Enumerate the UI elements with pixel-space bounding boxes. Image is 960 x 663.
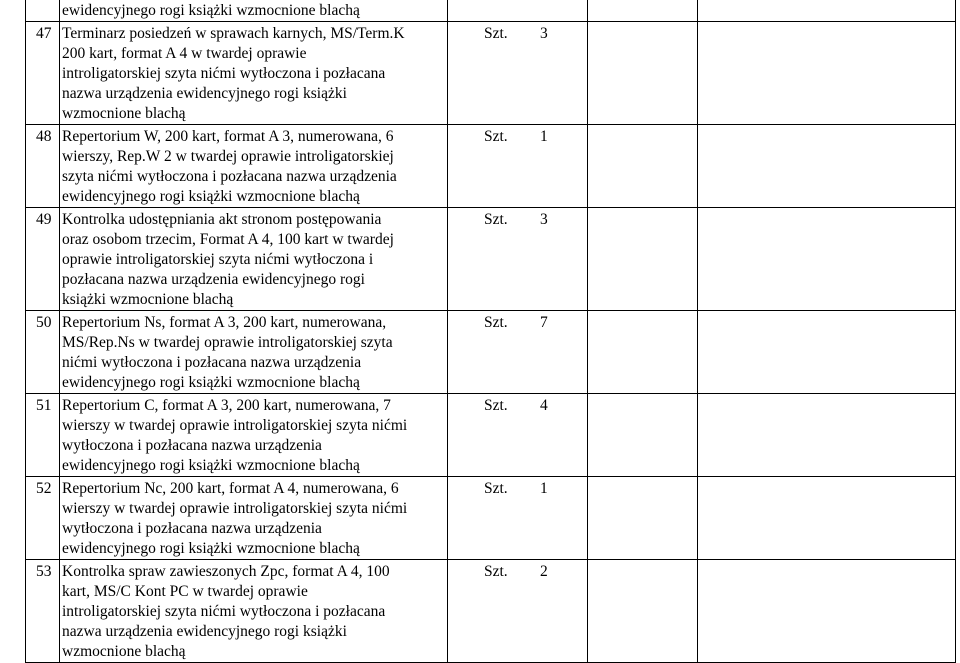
description-line: ewidencyjnego rogi książki wzmocnione blachą (62, 457, 360, 474)
unit-label: Szt. (484, 211, 508, 228)
description-line: wytłoczona i pozłacana nazwa urządzenia (62, 437, 322, 454)
description-line: książki wzmocnione blachą (62, 291, 234, 308)
description-line: ewidencyjnego rogi książki wzmocnione blachą (62, 2, 360, 19)
description-line: Repertorium Nc, 200 kart, format A 4, numerowana, 6 (62, 480, 399, 497)
description-line: nazwa urządzenia ewidencyjnego rogi książki (62, 85, 347, 102)
description-line: Kontrolka spraw zawieszonych Zpc, format A 4, 100 (62, 563, 390, 580)
table-row (26, 208, 956, 311)
description-line: Kontrolka udostępniania akt stronom postępowania (62, 211, 382, 228)
empty-cell (698, 125, 956, 208)
description-line: oraz osobom trzecim, Format A 4, 100 kart w twardej (62, 231, 394, 248)
quantity-cell (588, 22, 698, 125)
description-line: ewidencyjnego rogi książki wzmocnione blachą (62, 540, 360, 557)
item-number-cell: 48 (26, 125, 60, 208)
quantity-cell (588, 0, 698, 22)
description-line: pozłacana nazwa urządzenia ewidencyjnego rogi (62, 271, 365, 288)
table-row (26, 22, 956, 125)
table-row (26, 394, 956, 477)
quantity-value: 7 (540, 314, 548, 331)
quantity-cell (588, 125, 698, 208)
quantity-value: 2 (540, 563, 548, 580)
item-number-cell: 53 (26, 560, 60, 663)
description-line: MS/Rep.Ns w twardej oprawie introligatorskiej szyta (62, 334, 393, 351)
description-line: wierszy w twardej oprawie introligatorskiej szyta nićmi (62, 500, 408, 517)
unit-label: Szt. (484, 397, 508, 414)
item-number-cell: 47 (26, 22, 60, 125)
empty-cell (698, 22, 956, 125)
item-table (25, 0, 956, 663)
item-description-cell (60, 22, 448, 125)
empty-cell (698, 0, 956, 22)
item-number-cell: 50 (26, 311, 60, 394)
description-line: szyta nićmi wytłoczona i pozłacana nazwa urządzenia (62, 168, 397, 185)
description-line: introligatorskiej szyta nićmi wytłoczona i pozłacana (62, 65, 386, 82)
item-description-cell (60, 560, 448, 663)
unit-cell (448, 208, 588, 311)
empty-cell (698, 311, 956, 394)
item-number-cell: 49 (26, 208, 60, 311)
description-line: ewidencyjnego rogi książki wzmocnione blachą (62, 188, 360, 205)
item-description-cell (60, 208, 448, 311)
unit-cell (448, 560, 588, 663)
unit-label: Szt. (484, 25, 508, 42)
table-row (26, 311, 956, 394)
empty-cell (698, 394, 956, 477)
unit-cell (448, 477, 588, 560)
description-line: kart, MS/C Kont PC w twardej oprawie (62, 583, 308, 600)
table-row (26, 477, 956, 560)
unit-cell (448, 311, 588, 394)
item-number-cell: 51 (26, 394, 60, 477)
item-description-cell (60, 125, 448, 208)
item-number-cell (26, 0, 60, 22)
description-line: Repertorium Ns, format A 3, 200 kart, numerowana, (62, 314, 387, 331)
quantity-value: 3 (540, 211, 548, 228)
description-line: wierszy, Rep.W 2 w twardej oprawie introligatorskiej (62, 148, 394, 165)
empty-cell (698, 208, 956, 311)
description-line: Repertorium W, 200 kart, format A 3, numerowana, 6 (62, 128, 394, 145)
description-line: wierszy w twardej oprawie introligatorskiej szyta nićmi (62, 417, 408, 434)
description-line: wytłoczona i pozłacana nazwa urządzenia (62, 520, 322, 537)
item-number-cell: 52 (26, 477, 60, 560)
unit-label: Szt. (484, 563, 508, 580)
description-line: ewidencyjnego rogi książki wzmocnione blachą (62, 374, 360, 391)
quantity-cell (588, 560, 698, 663)
description-line: nazwa urządzenia ewidencyjnego rogi książki (62, 623, 347, 640)
description-line: wzmocnione blachą (62, 643, 186, 660)
unit-cell (448, 125, 588, 208)
item-description-cell (60, 394, 448, 477)
table-row (26, 125, 956, 208)
table-row-continuation (26, 0, 956, 22)
empty-cell (698, 477, 956, 560)
item-description-cell (60, 477, 448, 560)
empty-cell (698, 560, 956, 663)
description-line: Repertorium C, format A 3, 200 kart, numerowana, 7 (62, 397, 391, 414)
quantity-value: 1 (540, 480, 548, 497)
description-line: Terminarz posiedzeń w sprawach karnych, MS/Term.K (62, 25, 405, 42)
description-line: 200 kart, format A 4 w twardej oprawie (62, 45, 307, 62)
quantity-cell (588, 208, 698, 311)
description-line: nićmi wytłoczona i pozłacana nazwa urządzenia (62, 354, 362, 371)
quantity-value: 1 (540, 128, 548, 145)
quantity-value: 4 (540, 397, 548, 414)
unit-label: Szt. (484, 128, 508, 145)
item-description-cell (60, 0, 448, 22)
quantity-value: 3 (540, 25, 548, 42)
table-row (26, 560, 956, 663)
unit-cell (448, 0, 588, 22)
quantity-cell (588, 311, 698, 394)
item-description-cell (60, 311, 448, 394)
unit-label: Szt. (484, 480, 508, 497)
quantity-cell (588, 394, 698, 477)
quantity-cell (588, 477, 698, 560)
description-line: wzmocnione blachą (62, 105, 186, 122)
unit-cell (448, 394, 588, 477)
description-line: oprawie introligatorskiej szyta nićmi wytłoczona i (62, 251, 374, 268)
unit-label: Szt. (484, 314, 508, 331)
description-line: introligatorskiej szyta nićmi wytłoczona i pozłacana (62, 603, 386, 620)
unit-cell (448, 22, 588, 125)
